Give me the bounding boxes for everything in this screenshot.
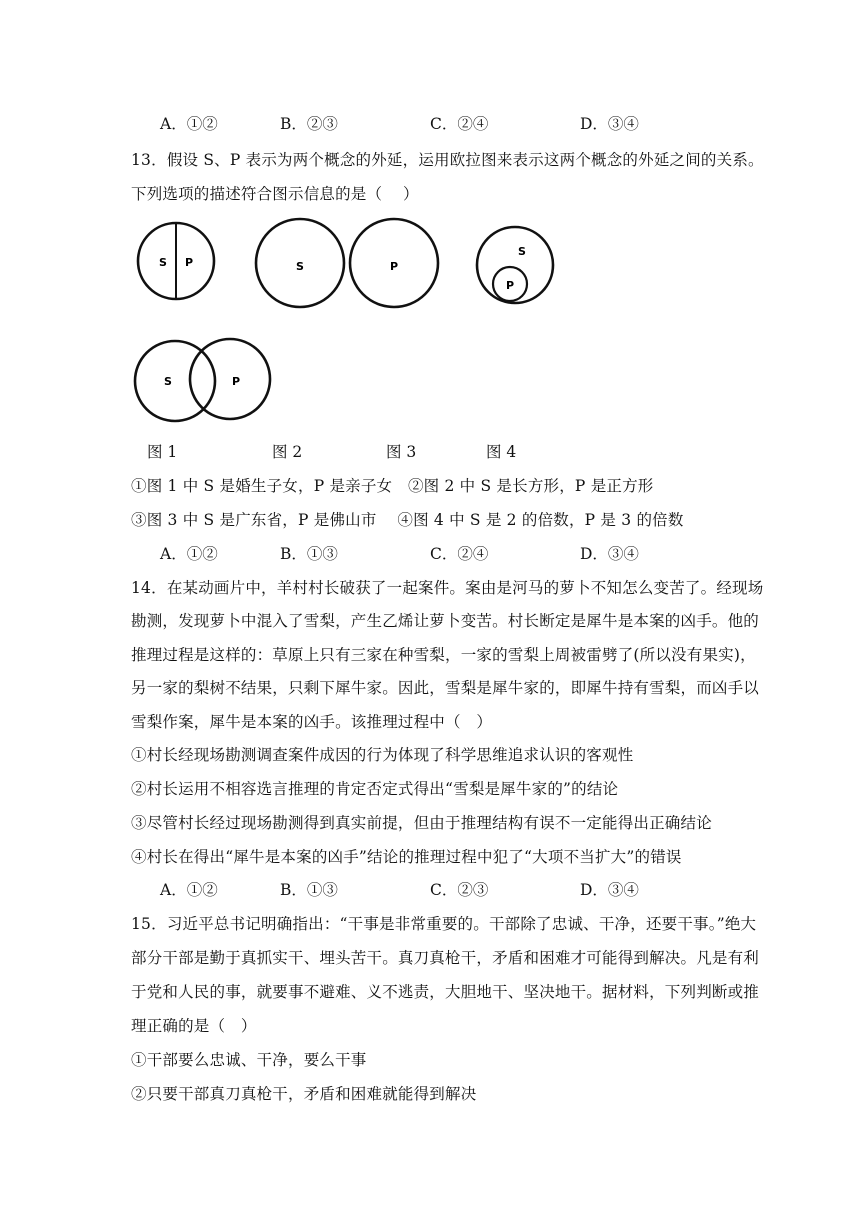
q12-option-b: B．②③ [280, 115, 338, 133]
q12-option-d: D．③④ [580, 115, 639, 133]
q14-option-c: C．②③ [430, 881, 489, 899]
figure-1-label-p: P [184, 256, 194, 269]
q13-option-a: A．①② [160, 545, 218, 563]
figure-3-nested-circles [477, 227, 553, 303]
q14-option-b: B．①③ [280, 881, 338, 899]
figure-3-label-p: P [505, 279, 515, 292]
q13-stem-line-2: 下列选项的描述符合图示信息的是（ ） [131, 185, 419, 203]
figure-2-label-s: S [296, 260, 304, 273]
figure-1-label-s: S [159, 256, 167, 269]
caption-figure-4: 图 4 [486, 443, 517, 461]
q15-statement-1: ①干部要么忠诚、干净，要么干事 [131, 1051, 367, 1069]
figure-4-overlapping-circles [135, 339, 270, 421]
q14-statement-1: ①村长经现场勘测调查案件成因的行为体现了科学思维追求认识的客观性 [131, 746, 634, 764]
q14-statement-2: ②村长运用不相容选言推理的肯定否定式得出“雪梨是犀牛家的”的结论 [131, 780, 619, 798]
q13-option-d: D．③④ [580, 545, 639, 563]
q12-option-a: A．①② [160, 115, 218, 133]
q13-stem-line-1: 13．假设 S、P 表示为两个概念的外延，运用欧拉图来表示这两个概念的外延之间的关系。 [131, 151, 764, 169]
q13-option-b: B．①③ [280, 545, 338, 563]
q13-statement-line-2: ③图 3 中 S 是广东省，P 是佛山市 ④图 4 中 S 是 2 的倍数，P 是 3 的倍数 [131, 511, 684, 529]
figure-1-split-circle [138, 223, 214, 299]
figure-4-label-s: S [164, 375, 172, 388]
q15-statement-2: ②只要干部真刀真枪干，矛盾和困难就能得到解决 [131, 1085, 477, 1103]
figure-4-label-p: P [231, 375, 241, 388]
q13-option-c: C．②④ [430, 545, 489, 563]
q14-stem-line-2: 勘测，发现萝卜中混入了雪梨，产生乙烯让萝卜变苦。村长断定是犀牛是本案的凶手。他的 [131, 612, 760, 630]
q14-stem-line-5: 雪梨作案，犀牛是本案的凶手。该推理过程中（ ） [131, 713, 493, 731]
q14-statement-3: ③尽管村长经过现场勘测得到真实前提，但由于推理结构有误不一定能得出正确结论 [131, 814, 712, 832]
q15-stem-line-1: 15．习近平总书记明确指出：“干事是非常重要的。干部除了忠诚、干净，还要干事。”绝大 [131, 915, 757, 933]
q14-statement-4: ④村长在得出“犀牛是本案的凶手”结论的推理过程中犯了“大项不当扩大”的错误 [131, 848, 682, 866]
q14-stem-line-1: 14．在某动画片中，羊村村长破获了一起案件。案由是河马的萝卜不知怎么变苦了。经现场 [131, 579, 764, 597]
figure-2-separate-circles [256, 219, 438, 307]
q15-stem-line-2: 部分干部是勤于真抓实干、埋头苦干。真刀真枪干，矛盾和困难才可能得到解决。凡是有利 [131, 949, 760, 967]
q14-stem-line-4: 另一家的梨树不结果，只剩下犀牛家。因此，雪梨是犀牛家的，即犀牛持有雪梨，而凶手以 [131, 679, 760, 697]
q12-option-c: C．②④ [430, 115, 489, 133]
q14-stem-line-3: 推理过程是这样的：草原上只有三家在种雪梨，一家的雪梨上周被雷劈了(所以没有果实)， [131, 646, 756, 664]
caption-figure-1: 图 1 [147, 443, 178, 461]
q15-stem-line-3: 于党和人民的事，就要事不避难、义不逃责，大胆地干、坚决地干。据材料，下列判断或推 [131, 983, 760, 1001]
figure-2-label-p: P [389, 260, 399, 273]
q14-option-a: A．①② [160, 881, 218, 899]
q14-option-d: D．③④ [580, 881, 639, 899]
euler-diagrams [0, 0, 860, 440]
q15-stem-line-4: 理正确的是（ ） [131, 1017, 257, 1035]
caption-figure-3: 图 3 [386, 443, 417, 461]
q13-statement-line-1: ①图 1 中 S 是婚生子女，P 是亲子女 ②图 2 中 S 是长方形，P 是正方形 [131, 477, 654, 495]
figure-3-label-s: S [518, 245, 526, 258]
caption-figure-2: 图 2 [272, 443, 303, 461]
